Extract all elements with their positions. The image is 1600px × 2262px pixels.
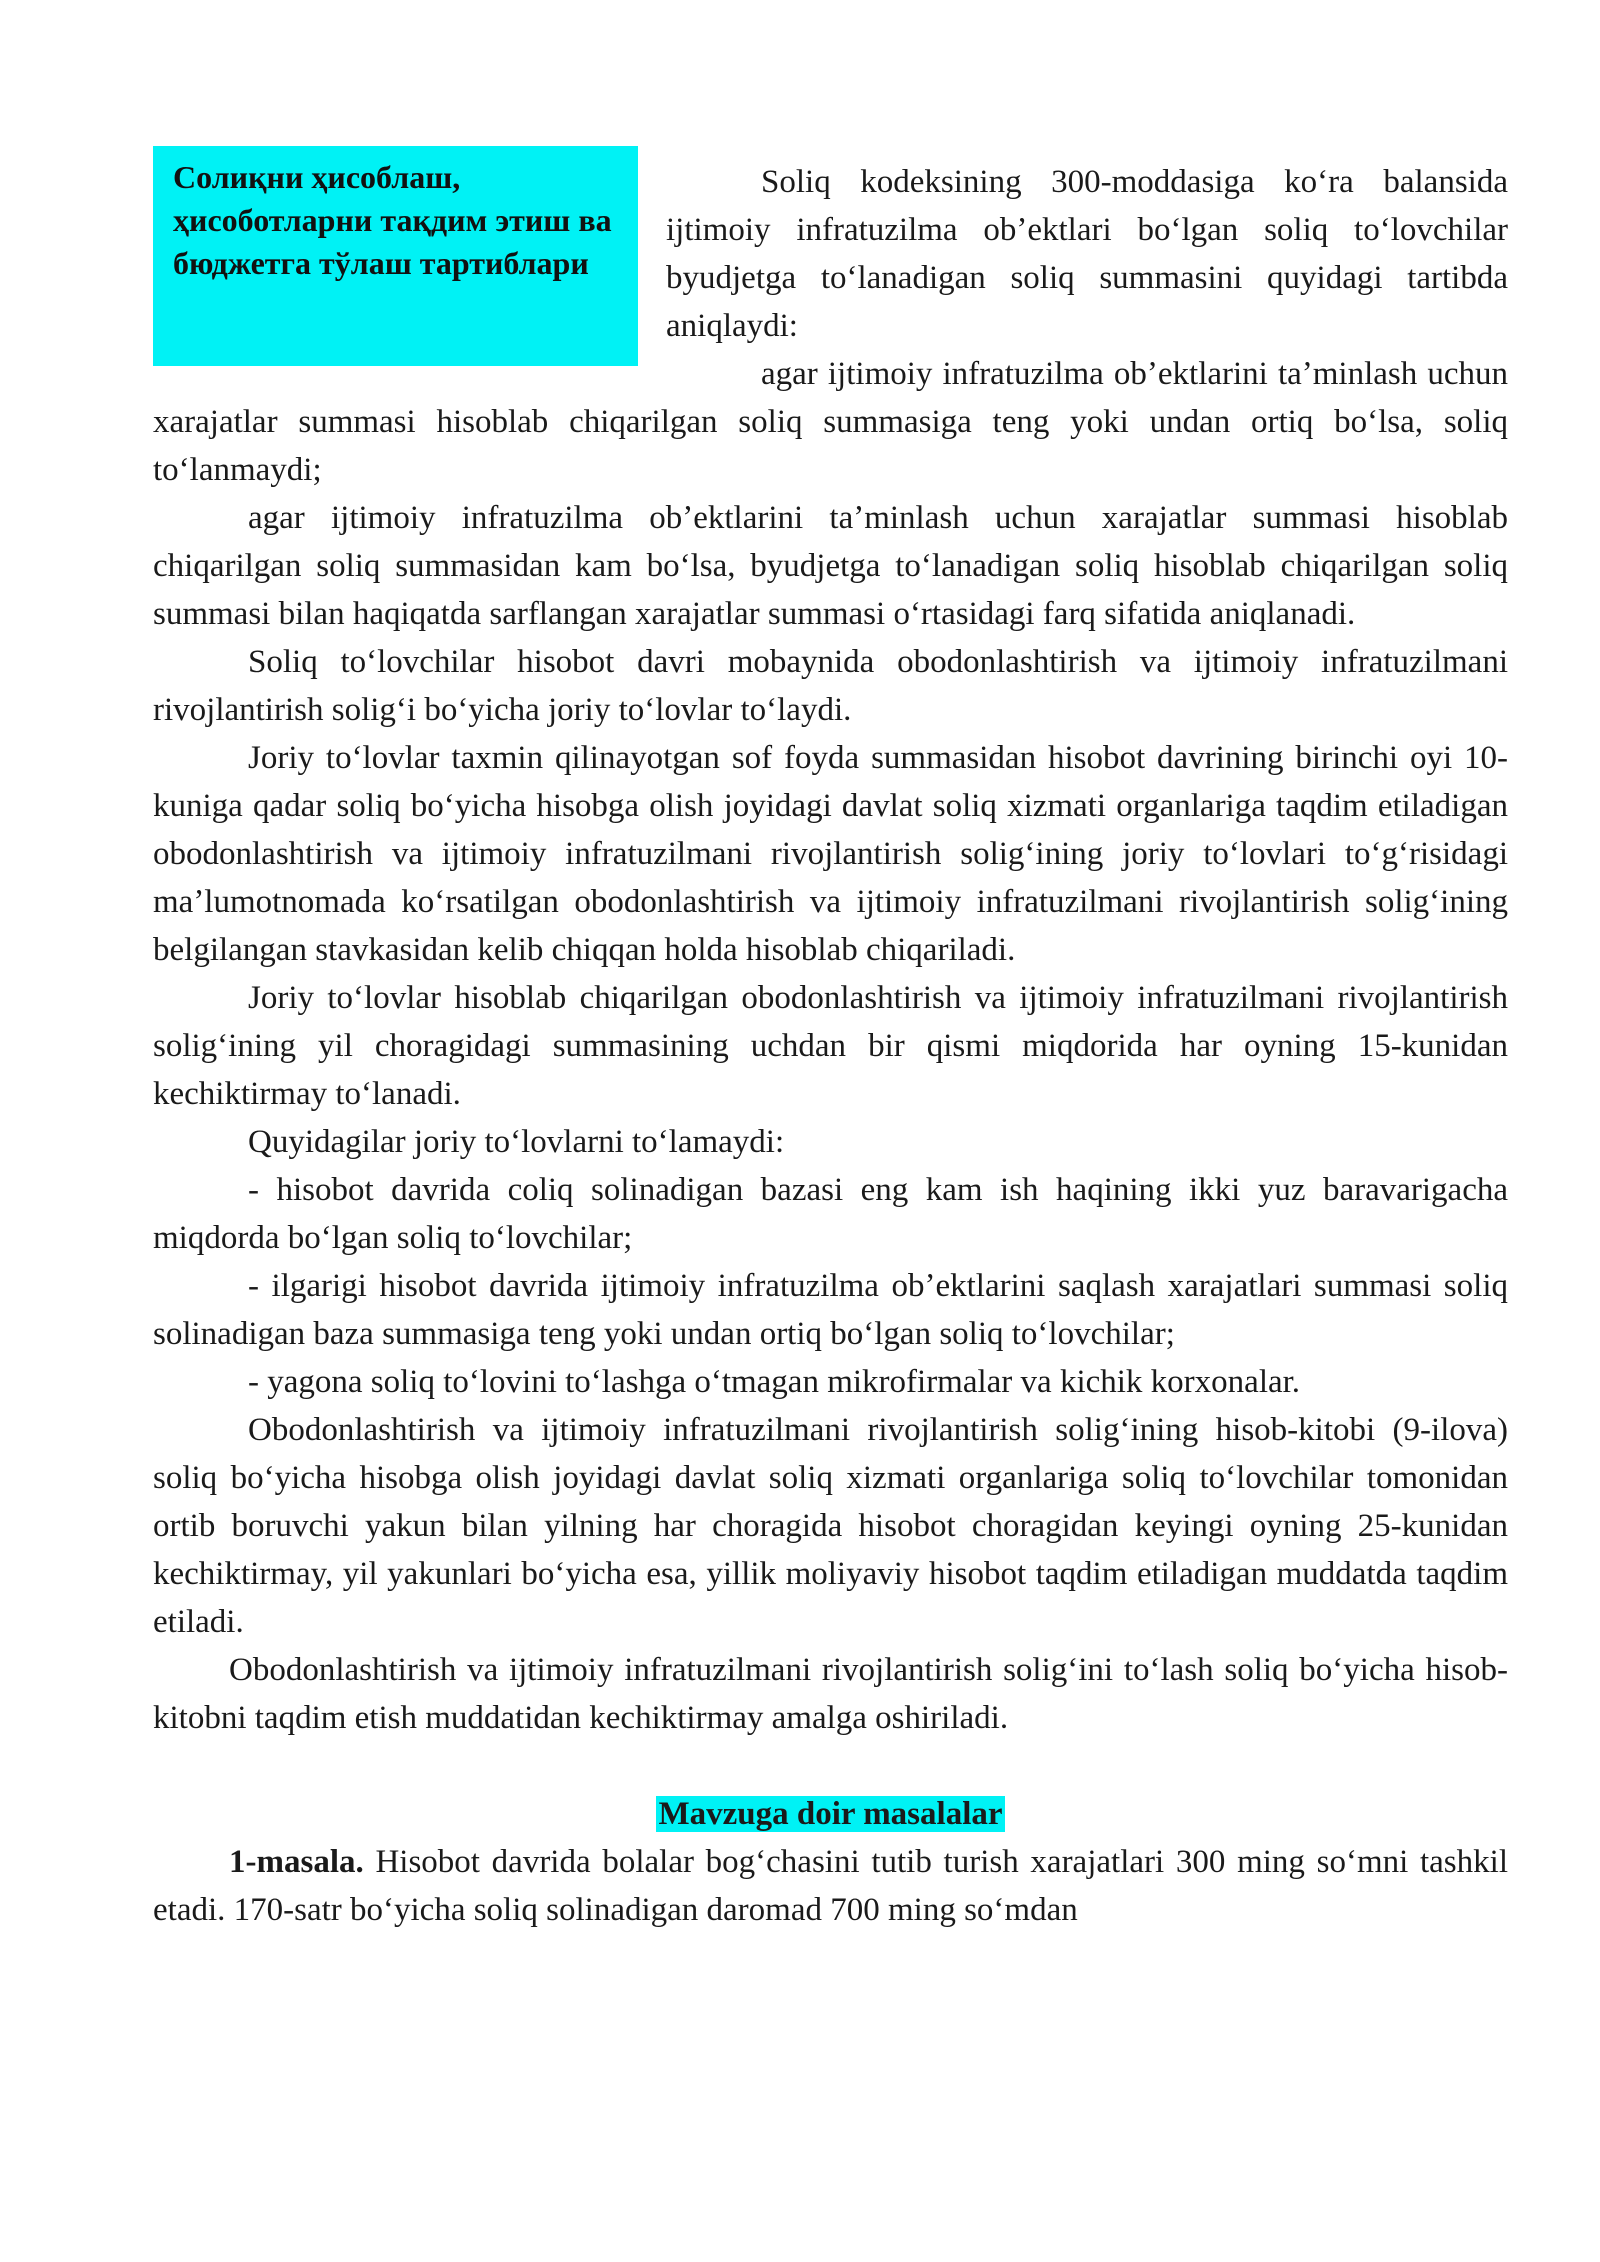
paragraph-calculation: Joriy toʻlovlar taxmin qilinayotgan sof foyda summasidan hisobot davrining birinchi oyi 10-kuniga qadar soliq boʻyicha hisobga olish joyidagi davlat soliq xizmati organlariga taqdim etiladigan obodonlashtirish va ijtimoiy infratuzilmani rivojlantirish soligʻining joriy toʻlovlari toʻgʻrisidagi maʼlumotnomada koʻrsatilgan obodonlashtirish va ijtimoiy infratuzilmani rivojlantirish soligʻining belgilangan stavkasidan kelib chiqqan holda hisoblab chiqariladi.: [153, 740, 1508, 968]
paragraph-condition-1: agar ijtimoiy infratuzilma obʼektlarini taʼminlash uchun xarajatlar summasi hisoblab chiqarilgan soliq summasiga teng yoki undan ortiq boʻlsa, soliq toʻlanmaydi;: [153, 356, 1508, 488]
paragraph-payment-deadline: Joriy toʻlovlar hisoblab chiqarilgan obodonlashtirish va ijtimoiy infratuzilmani rivojlantirish soligʻining yil choragidagi summasining uchdan bir qismi miqdorida har oyning 15-kunidan kechiktirmay toʻlanadi.: [153, 980, 1508, 1112]
paragraph-exemptions-intro: Quyidagilar joriy toʻlovlarni toʻlamaydi:: [248, 1124, 785, 1160]
list-item-exemption-2: - ilgarigi hisobot davrida ijtimoiy infratuzilma obʼektlarini saqlash xarajatlari summasi soliq solinadigan baza summasiga teng yoki undan ortiq boʻlgan soliq toʻlovchilar;: [153, 1268, 1508, 1352]
list-item-exemption-3: - yagona soliq toʻlovini toʻlashga oʻtmagan mikrofirmalar va kichik korxonalar.: [248, 1364, 1301, 1400]
paragraph-intro: Soliq kodeksining 300-moddasiga koʻra balansida ijtimoiy infratuzilma obʼektlari boʻlgan soliq toʻlovchilar byudjetga toʻlanadigan soliq summasini quyidagi tartibda aniqlaydi:: [666, 164, 1508, 344]
paragraph-reporting: Obodonlashtirish va ijtimoiy infratuzilmani rivojlantirish soligʻining hisob-kitobi (9-ilova) soliq boʻyicha hisobga olish joyidagi davlat soliq xizmati organlariga soliq toʻlovchilar tomonidan ortib boruvchi yakun bilan yilning har choragida hisobot choragidan keyingi oyning 25-kunidan kechiktirmay, yil yakunlari boʻyicha esa, yillik moliyaviy hisobot taqdim etiladigan muddatda taqdim etiladi.: [153, 1412, 1508, 1640]
document-body: [153, 158, 1508, 1934]
paragraph-current-payments: Soliq toʻlovchilar hisobot davri mobaynida obodonlashtirish va ijtimoiy infratuzilmani rivojlantirish soligʻi boʻyicha joriy toʻlovlar toʻlaydi.: [153, 644, 1508, 728]
section-heading: [153, 1790, 1508, 1838]
list-item-exemption-1: - hisobot davrida coliq solinadigan bazasi eng kam ish haqining ikki yuz baravarigacha miqdorda boʻlgan soliq toʻlovchilar;: [153, 1172, 1508, 1256]
problem-text: Hisobot davrida bolalar bogʻchasini tutib turish xarajatlari 300 ming soʻmni tashkil etadi. 170-satr boʻyicha soliq solinadigan daromad 700 ming soʻmdan: [153, 1844, 1508, 1928]
paragraph-payment-timing: Obodonlashtirish va ijtimoiy infratuzilmani rivojlantirish soligʻini toʻlash soliq boʻyicha hisob-kitobni taqdim etish muddatidan kechiktirmay amalga oshiriladi.: [153, 1652, 1508, 1736]
problem-paragraph: [153, 1838, 1508, 1934]
problem-label: 1-masala.: [229, 1844, 364, 1880]
topic-title: Солиқни ҳисоблаш, ҳисоботларни тақдим этиш ва бюджетга тўлаш тартиблари: [173, 159, 612, 281]
paragraph-condition-2: agar ijtimoiy infratuzilma obʼektlarini taʼminlash uchun xarajatlar summasi hisoblab chiqarilgan soliq summasidan kam boʻlsa, byudjetga toʻlanadigan soliq hisoblab chiqarilgan soliq summasi bilan haqiqatda sarflangan xarajatlar summasi oʻrtasidagi farq sifatida aniqlanadi.: [153, 500, 1508, 632]
topic-title-box: [153, 146, 638, 366]
section-heading-text: Mavzuga doir masalalar: [658, 1796, 1003, 1832]
